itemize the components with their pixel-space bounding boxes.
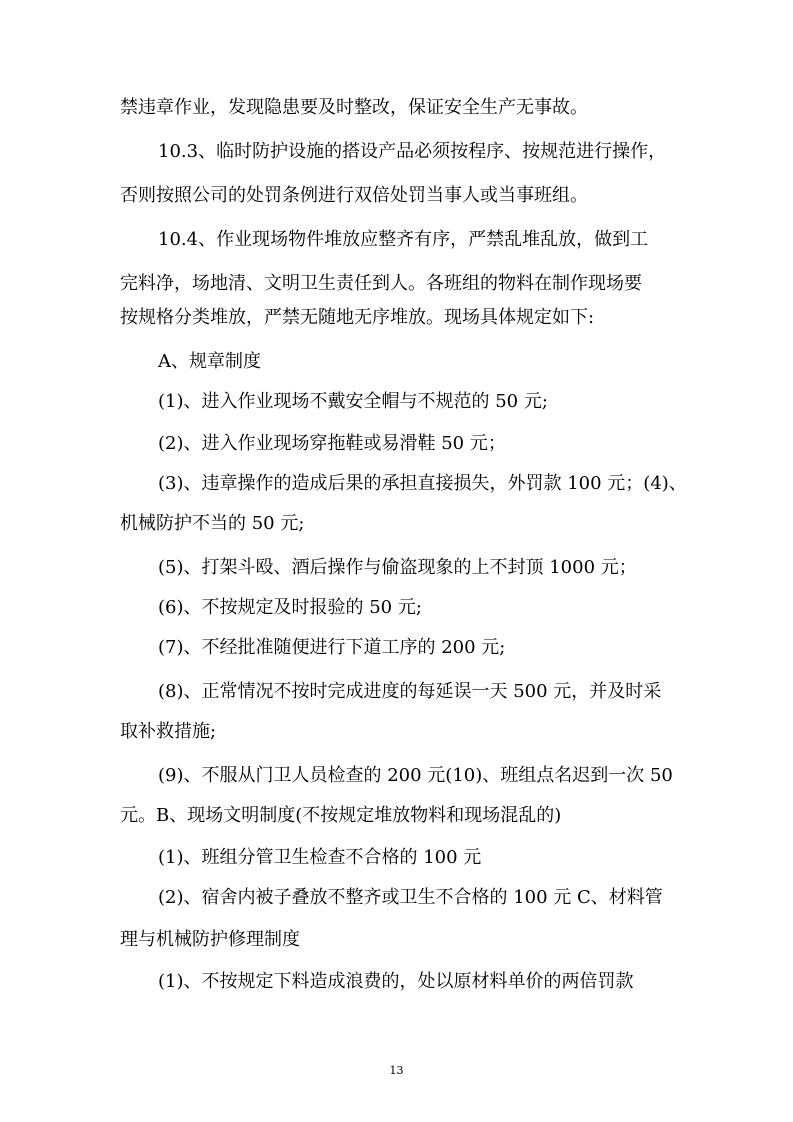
rule-item: (1)、进入作业现场不戴安全帽与不规范的 50 元; — [158, 391, 548, 412]
rule-item-continuation: 机械防护不当的 50 元; — [120, 513, 305, 534]
rule-item: (1)、不按规定下料造成浪费的，处以原材料单价的两倍罚款 — [158, 971, 634, 992]
text-line: 按规格分类堆放，严禁无随地无序堆放。现场具体规定如下: — [120, 307, 595, 328]
text-line: 禁违章作业，发现隐患要及时整改，保证安全生产无事故。 — [120, 97, 588, 118]
rule-item-continuation: 取补救措施; — [120, 721, 217, 742]
rule-item: (1)、班组分管卫生检查不合格的 100 元 — [158, 847, 482, 868]
text-line: 10.4、作业现场物件堆放应整齐有序，严禁乱堆乱放，做到工 — [158, 229, 649, 250]
rule-item-continuation: 元。B、现场文明制度(不按规定堆放物料和现场混乱的) — [120, 805, 562, 826]
rule-item: (5)、打架斗殴、酒后操作与偷盗现象的上不封顶 1000 元； — [158, 557, 637, 578]
text-line: 否则按照公司的处罚条例进行双倍处罚当事人或当事班组。 — [120, 185, 588, 206]
rule-item: (8)、正常情况不按时完成进度的每延误一天 500 元，并及时采 — [158, 681, 662, 702]
rule-item-continuation: 理与机械防护修理制度 — [120, 929, 300, 950]
text-line: 完料净，场地清、文明卫生责任到人。各班组的物料在制作现场要 — [120, 273, 642, 294]
rule-item: (2)、进入作业现场穿拖鞋或易滑鞋 50 元； — [158, 433, 506, 454]
section-heading: A、规章制度 — [158, 351, 261, 372]
rule-item: (7)、不经批准随便进行下道工序的 200 元; — [158, 637, 506, 658]
text-line: 10.3、临时防护设施的搭设产品必须按程序、按规范进行操作， — [158, 141, 667, 162]
rule-item: (3)、违章操作的造成后果的承担直接损失，外罚款 100 元；(4)、 — [158, 473, 687, 494]
rule-item: (6)、不按规定及时报验的 50 元; — [158, 597, 422, 618]
page-number: 13 — [389, 1064, 404, 1077]
rule-item: (9)、不服从门卫人员检查的 200 元(10)、班组点名迟到一次 50 — [158, 765, 673, 786]
rule-item: (2)、宿舍内被子叠放不整齐或卫生不合格的 100 元 C、材料管 — [158, 887, 663, 908]
